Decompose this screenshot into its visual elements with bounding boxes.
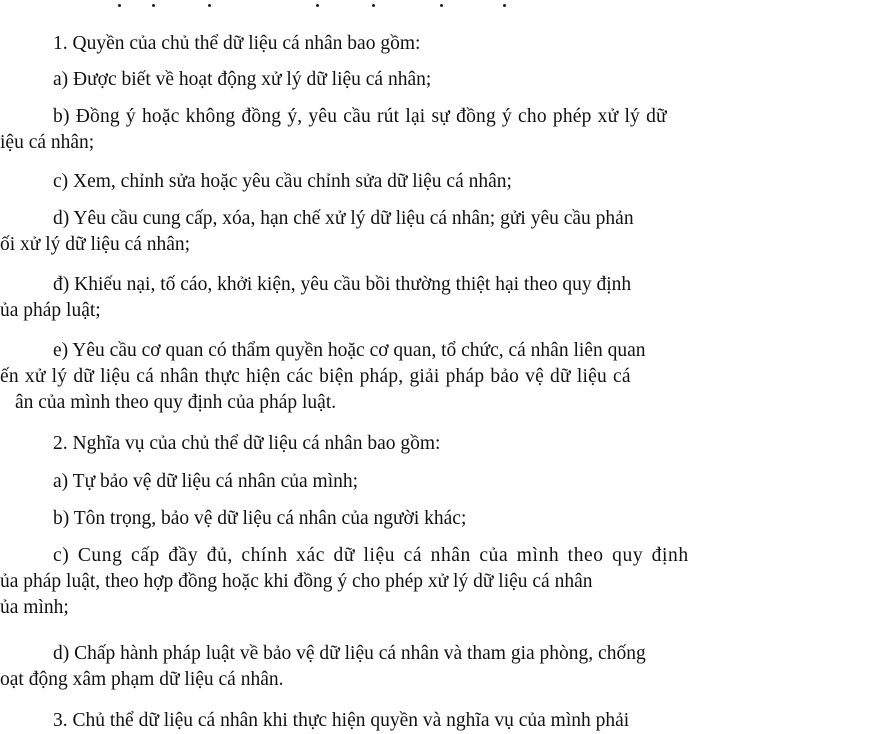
text-line: a) Tự bảo vệ dữ liệu cá nhân của mình; bbox=[53, 471, 359, 492]
text-line: c) Xem, chỉnh sửa hoặc yêu cầu chỉnh sửa dữ liệu cá nhân; bbox=[53, 171, 512, 192]
paragraph-obligation-b bbox=[0, 506, 893, 532]
paragraph-item-3 bbox=[0, 708, 893, 734]
scan-speck bbox=[372, 4, 375, 7]
paragraph-obligation-a bbox=[0, 469, 893, 495]
text-line: c) Cung cấp đầy đủ, chính xác dữ liệu cá nhân của mình theo quy định bbox=[53, 545, 689, 566]
text-line: oạt động xâm phạm dữ liệu cá nhân. bbox=[0, 669, 284, 690]
text-line: e) Yêu cầu cơ quan có thẩm quyền hoặc cơ quan, tổ chức, cá nhân liên quan bbox=[53, 340, 646, 361]
paragraph-right-b bbox=[0, 104, 893, 156]
text-line: b) Đồng ý hoặc không đồng ý, yêu cầu rút lại sự đồng ý cho phép xử lý dữ bbox=[53, 106, 667, 127]
text-line: 2. Nghĩa vụ của chủ thể dữ liệu cá nhân bao gồm: bbox=[53, 433, 441, 454]
text-line: 3. Chủ thể dữ liệu cá nhân khi thực hiện quyền và nghĩa vụ của mình phải bbox=[53, 710, 630, 731]
text-line: ủa pháp luật; bbox=[0, 300, 101, 321]
paragraph-right-dd bbox=[0, 272, 893, 324]
scan-speck bbox=[440, 4, 443, 7]
scan-speck bbox=[208, 4, 211, 7]
text-line: ủa pháp luật, theo hợp đồng hoặc khi đồng ý cho phép xử lý dữ liệu cá nhân bbox=[0, 571, 593, 592]
text-line: a) Được biết về hoạt động xử lý dữ liệu cá nhân; bbox=[53, 69, 432, 90]
scan-artifacts bbox=[0, 0, 893, 12]
paragraph-obligation-d bbox=[0, 641, 893, 693]
scan-speck bbox=[316, 4, 319, 7]
paragraph-right-c bbox=[0, 169, 893, 195]
text-line: ủa mình; bbox=[0, 597, 69, 618]
paragraph-obligations-heading bbox=[0, 431, 893, 457]
text-line: d) Yêu cầu cung cấp, xóa, hạn chế xử lý dữ liệu cá nhân; gửi yêu cầu phản bbox=[53, 208, 634, 229]
paragraph-right-e bbox=[0, 338, 893, 416]
paragraph-right-d bbox=[0, 206, 893, 258]
text-line: ối xử lý dữ liệu cá nhân; bbox=[0, 234, 191, 255]
text-line: d) Chấp hành pháp luật về bảo vệ dữ liệu cá nhân và tham gia phòng, chống bbox=[53, 643, 646, 664]
text-line: 1. Quyền của chủ thể dữ liệu cá nhân bao gồm: bbox=[53, 33, 421, 54]
paragraph-rights-heading bbox=[0, 31, 893, 57]
paragraph-obligation-c bbox=[0, 543, 893, 621]
text-line: ến xử lý dữ liệu cá nhân thực hiện các biện pháp, giải pháp bảo vệ dữ liệu cá bbox=[0, 366, 631, 387]
text-line: b) Tôn trọng, bảo vệ dữ liệu cá nhân của người khác; bbox=[53, 508, 467, 529]
scan-speck bbox=[118, 4, 121, 7]
text-line: iệu cá nhân; bbox=[0, 132, 95, 153]
text-line: đ) Khiếu nại, tố cáo, khởi kiện, yêu cầu bồi thường thiệt hại theo quy định bbox=[53, 274, 632, 295]
paragraph-right-a bbox=[0, 67, 893, 93]
scan-speck bbox=[152, 4, 155, 7]
scan-speck bbox=[503, 4, 506, 7]
text-line: ân của mình theo quy định của pháp luật. bbox=[15, 392, 337, 413]
